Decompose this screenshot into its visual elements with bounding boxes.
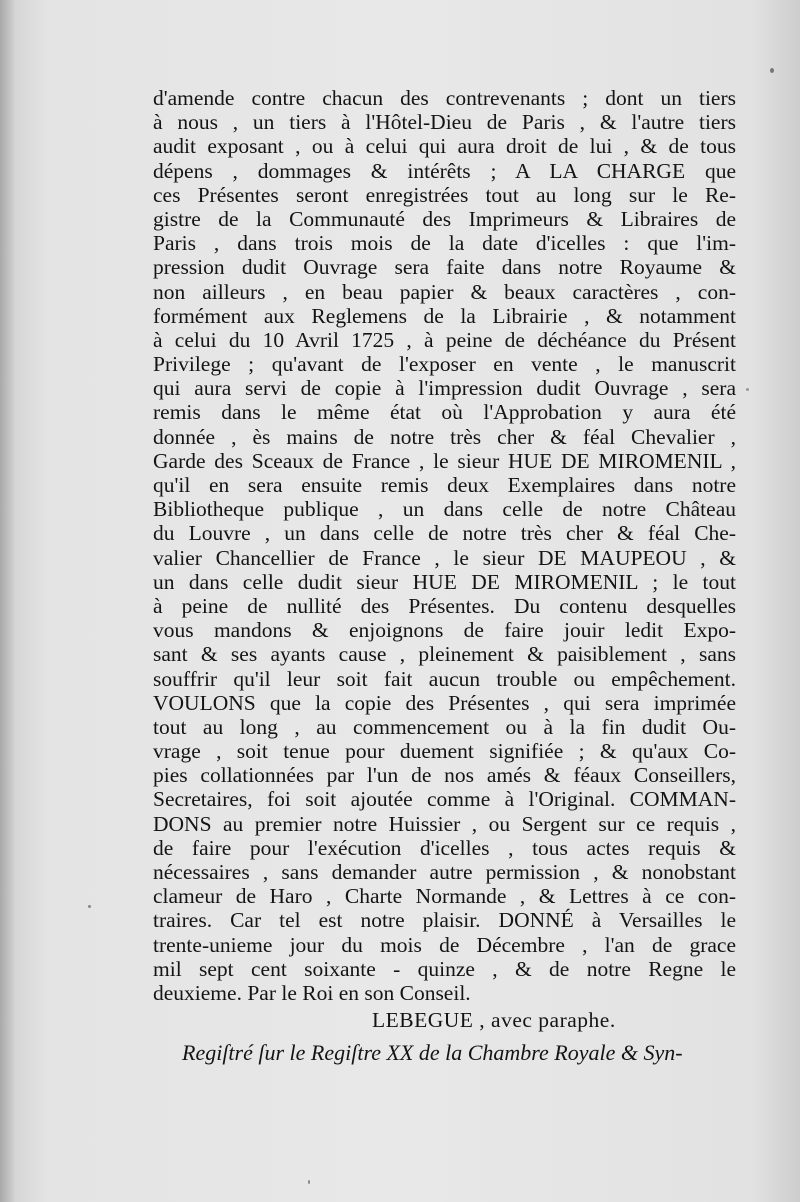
paper-speck — [746, 388, 749, 391]
text-line: formément aux Reglemens de la Librairie , & notamment — [153, 303, 736, 328]
text-line: audit exposant , ou à celui qui aura droit de lui , & de tous — [153, 134, 736, 159]
text-line: à celui du 10 Avril 1725 , à peine de déchéance du Présent — [153, 327, 736, 352]
text-line: DONS au premier notre Huissier , ou Sergent sur ce requis , — [153, 811, 736, 836]
text-line: d'amende contre chacun des contrevenants ; dont un tiers — [153, 86, 736, 110]
text-line: non ailleurs , en beau papier & beaux caractères , con- — [153, 279, 736, 304]
text-line: donnée , ès mains de notre très cher & féal Chevalier , — [153, 424, 736, 449]
text-line: Privilege ; qu'avant de l'exposer en vente , le manuscrit — [153, 352, 736, 377]
text-line: dépens , dommages & intérêts ; A LA CHARGE que — [153, 158, 736, 183]
text-line: sant & ses ayants cause , pleinement & paisiblement , sans — [153, 642, 736, 667]
paper-speck — [308, 1180, 310, 1184]
text-line: à nous , un tiers à l'Hôtel-Dieu de Paris , & l'autre tiers — [153, 110, 736, 135]
paper-speck — [770, 68, 774, 73]
text-line: gistre de la Communauté des Imprimeurs & Libraires de — [153, 206, 736, 231]
text-line: deuxieme. Par le Roi en son Conseil. — [153, 980, 471, 1005]
text-line: vous mandons & enjoignons de faire jouir ledit Expo- — [153, 618, 736, 643]
text-line: de faire pour l'exécution d'icelles , tous actes requis & — [153, 835, 736, 860]
text-line: mil sept cent soixante - quinze , & de notre Regne le — [153, 956, 736, 981]
text-line: souffrir qu'il leur soit fait aucun trouble ou empêchement. — [153, 666, 736, 691]
text-line: valier Chancellier de France , le sieur DE MAUPEOU , & — [153, 545, 736, 570]
text-line: Bibliotheque publique , un dans celle de notre Château — [153, 497, 736, 522]
text-line: du Louvre , un dans celle de notre très cher & féal Che- — [153, 521, 736, 546]
text-line: pies collationnées par l'un de nos amés & féaux Conseillers, — [153, 763, 736, 788]
text-line: clameur de Haro , Charte Normande , & Lettres à ce con- — [153, 884, 736, 909]
page-binding-shadow — [0, 0, 14, 1202]
text-line: tout au long , au commencement ou à la fin dudit Ou- — [153, 714, 736, 739]
text-line: Garde des Sceaux de France , le sieur HUE DE MIROMENIL , — [153, 448, 736, 473]
text-line: vrage , soit tenue pour duement signifiée ; & qu'aux Co- — [153, 739, 736, 764]
text-line: Paris , dans trois mois de la date d'icelles : que l'im- — [153, 231, 736, 256]
text-line: Secretaires, foi soit ajoutée comme à l'Original. COMMAN- — [153, 787, 736, 812]
text-line: qui aura servi de copie à l'impression dudit Ouvrage , sera — [153, 376, 736, 401]
text-line: nécessaires , sans demander autre permission , & nonobstant — [153, 860, 736, 884]
text-line: VOULONS que la copie des Présentes , qui sera imprimée — [153, 690, 736, 715]
text-line: traires. Car tel est notre plaisir. DONNÉ à Versailles le — [153, 908, 736, 933]
text-line: trente-unieme jour du mois de Décembre , l'an de grace — [153, 932, 736, 957]
text-line: un dans celle dudit sieur HUE DE MIROMENIL ; le tout — [153, 569, 736, 594]
text-line: qu'il en sera ensuite remis deux Exemplaires dans notre — [153, 473, 736, 497]
signature-line: LEBEGUE , avec paraphe. — [372, 1008, 616, 1032]
text-line: remis dans le même état où l'Approbation y aura été — [153, 400, 736, 425]
text-line: à peine de nullité des Présentes. Du contenu desquelles — [153, 593, 736, 618]
registration-note: Regiſtré ſur le Regiſtre XX de la Chambre Royale & Syn- — [182, 1040, 683, 1065]
paper-speck — [88, 905, 91, 908]
text-line: ces Présentes seront enregistrées tout au long sur le Re- — [153, 182, 736, 207]
body-text — [153, 86, 736, 1005]
text-line: pression dudit Ouvrage sera faite dans notre Royaume & — [153, 255, 736, 280]
